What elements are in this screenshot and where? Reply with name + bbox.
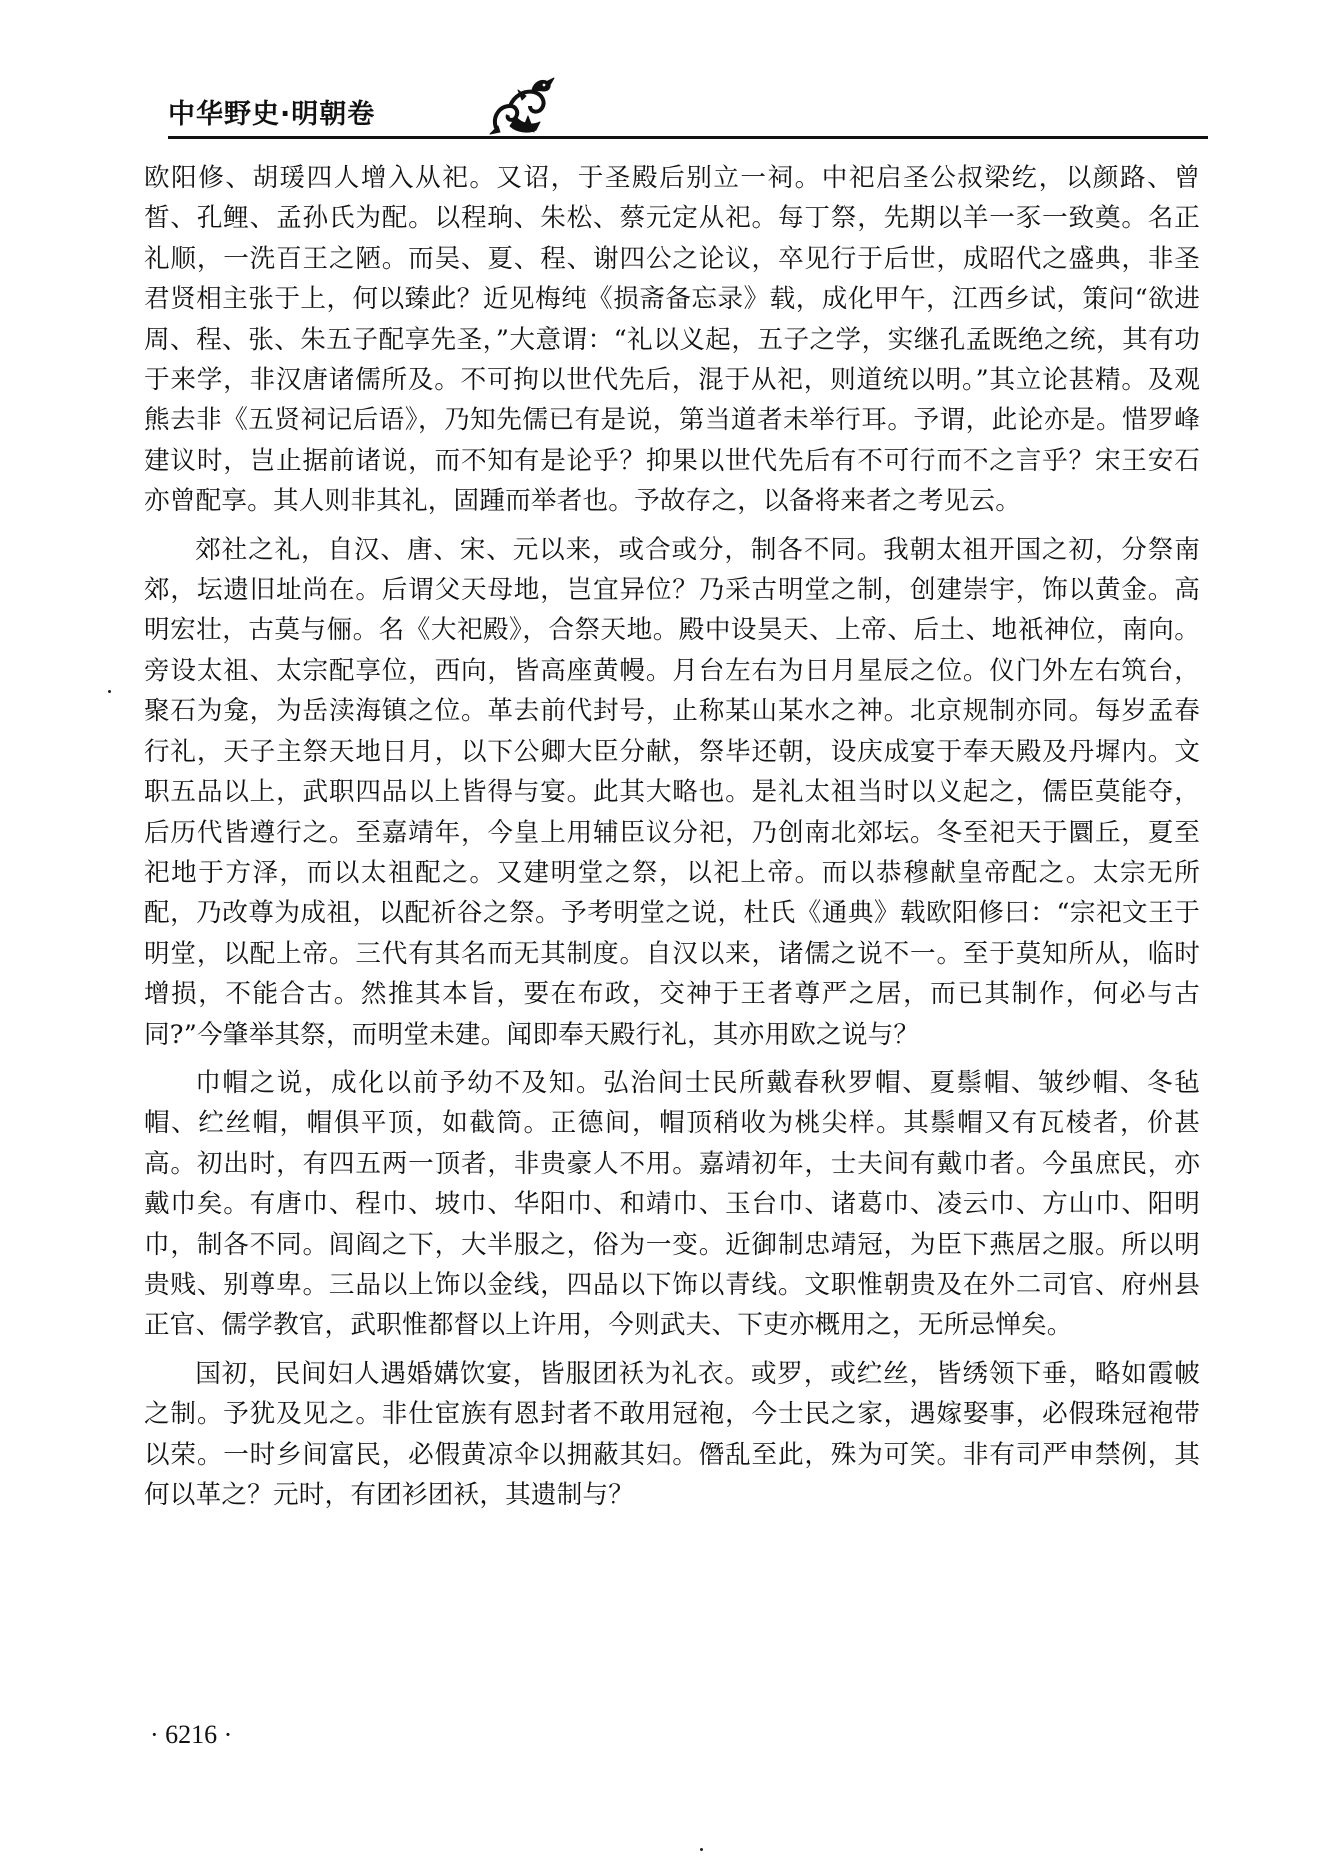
running-title: 中华野史·明朝卷 (168, 99, 376, 130)
scan-speck (700, 1848, 703, 1851)
paragraph-4: 国初，民间妇人遇婚媾饮宴，皆服团袄为礼衣。或罗，或纻丝，皆绣领下垂，略如霞帔之制。予犹及见之。非仕宦族有恩封者不敢用冠袍，今士民之家，遇嫁娶事，必假珠冠袍带以荣。一时乡间富民，必假黄凉伞以拥蔽其妇。僭乱至此，殊为可笑。非有司严申禁例，其何以革之？元时，有团衫团袄，其遗制与？ (144, 1358, 1200, 1510)
dragon-emblem-icon (486, 76, 558, 138)
body-text (144, 158, 1200, 1523)
paragraph-3: 巾帽之说，成化以前予幼不及知。弘治间士民所戴春秋罗帽、夏鬃帽、皱纱帽、冬毡帽、纻丝帽，帽俱平顶，如截筒。正德间，帽顶稍收为桃尖样。其鬃帽又有瓦棱者，价甚高。初出时，有四五两一顶者，非贵豪人不用。嘉靖初年，士夫间有戴巾者。今虽庶民，亦戴巾矣。有唐巾、程巾、坡巾、华阳巾、和靖巾、玉台巾、诸葛巾、凌云巾、方山巾、阳明巾，制各不同。闾阎之下，大半服之，俗为一变。近御制忠靖冠，为臣下燕居之服。所以明贵贱、别尊卑。三品以上饰以金线，四品以下饰以青线。文职惟朝贵及在外二司官、府州县正官、儒学教官，武职惟都督以上许用，今则武夫、下吏亦概用之，无所忌惮矣。 (144, 1067, 1200, 1341)
header-rule (168, 136, 1208, 139)
scan-speck (108, 690, 111, 693)
paragraph-1: 欧阳修、胡瑗四人增入从祀。又诏，于圣殿后别立一祠。中祀启圣公叔梁纥，以颜路、曾皙、孔鲤、孟孙氏为配。以程珦、朱松、蔡元定从祀。每丁祭，先期以羊一豕一致奠。名正礼顺，一洗百王之陋。而吴、夏、程、谢四公之论议，卒见行于后世，成昭代之盛典，非圣君贤相主张于上，何以臻此？近见梅纯《损斋备忘录》载，成化甲午，江西乡试，策问“欲进周、程、张、朱五子配享先圣，”大意谓：“礼以义起，五子之学，实继孔孟既绝之统，其有功于来学，非汉唐诸儒所及。不可拘以世代先后，混于从祀，则道统以明。”其立论甚精。及观熊去非《五贤祠记后语》，乃知先儒已有是说，第当道者未举行耳。予谓，此论亦是。惜罗峰建议时，岂止据前诸说，而不知有是论乎？抑果以世代先后有不可行而不之言乎？宋王安石亦曾配享。其人则非其礼，固踵而举者也。予故存之，以备将来者之考见云。 (144, 163, 1200, 517)
page-number: · 6216 · (150, 1720, 233, 1749)
page-header (168, 86, 1208, 132)
paragraph-2: 郊社之礼，自汉、唐、宋、元以来，或合或分，制各不同。我朝太祖开国之初，分祭南郊，坛遗旧址尚在。后谓父天母地，岂宜异位？乃采古明堂之制，创建崇宇，饰以黄金。高明宏壮，古莫与俪。名《大祀殿》，合祭天地。殿中设昊天、上帝、后土、地祇神位，南向。旁设太祖、太宗配享位，西向，皆高座黄幔。月台左右为日月星辰之位。仪门外左右筑台，聚石为龛，为岳渎海镇之位。革去前代封号，止称某山某水之神。北京规制亦同。每岁孟春行礼，天子主祭天地日月，以下公卿大臣分献，祭毕还朝，设庆成宴于奉天殿及丹墀内。文职五品以上，武职四品以上皆得与宴。此其大略也。是礼太祖当时以义起之，儒臣莫能夺，后历代皆遵行之。至嘉靖年，今皇上用辅臣议分祀，乃创南北郊坛。冬至祀天于圜丘，夏至祀地于方泽，而以太祖配之。又建明堂之祭，以祀上帝。而以恭穆献皇帝配之。太宗无所配，乃改尊为成祖，以配祈谷之祭。予考明堂之说，杜氏《通典》载欧阳修曰：“宗祀文王于明堂，以配上帝。三代有其名而无其制度。自汉以来，诸儒之说不一。至于莫知所从，临时增损，不能合古。然推其本旨，要在布政，交神于王者尊严之居，而已其制作，何必与古同?”今肇举其祭，而明堂未建。闻即奉天殿行礼，其亦用欧之说与？ (144, 534, 1200, 1050)
